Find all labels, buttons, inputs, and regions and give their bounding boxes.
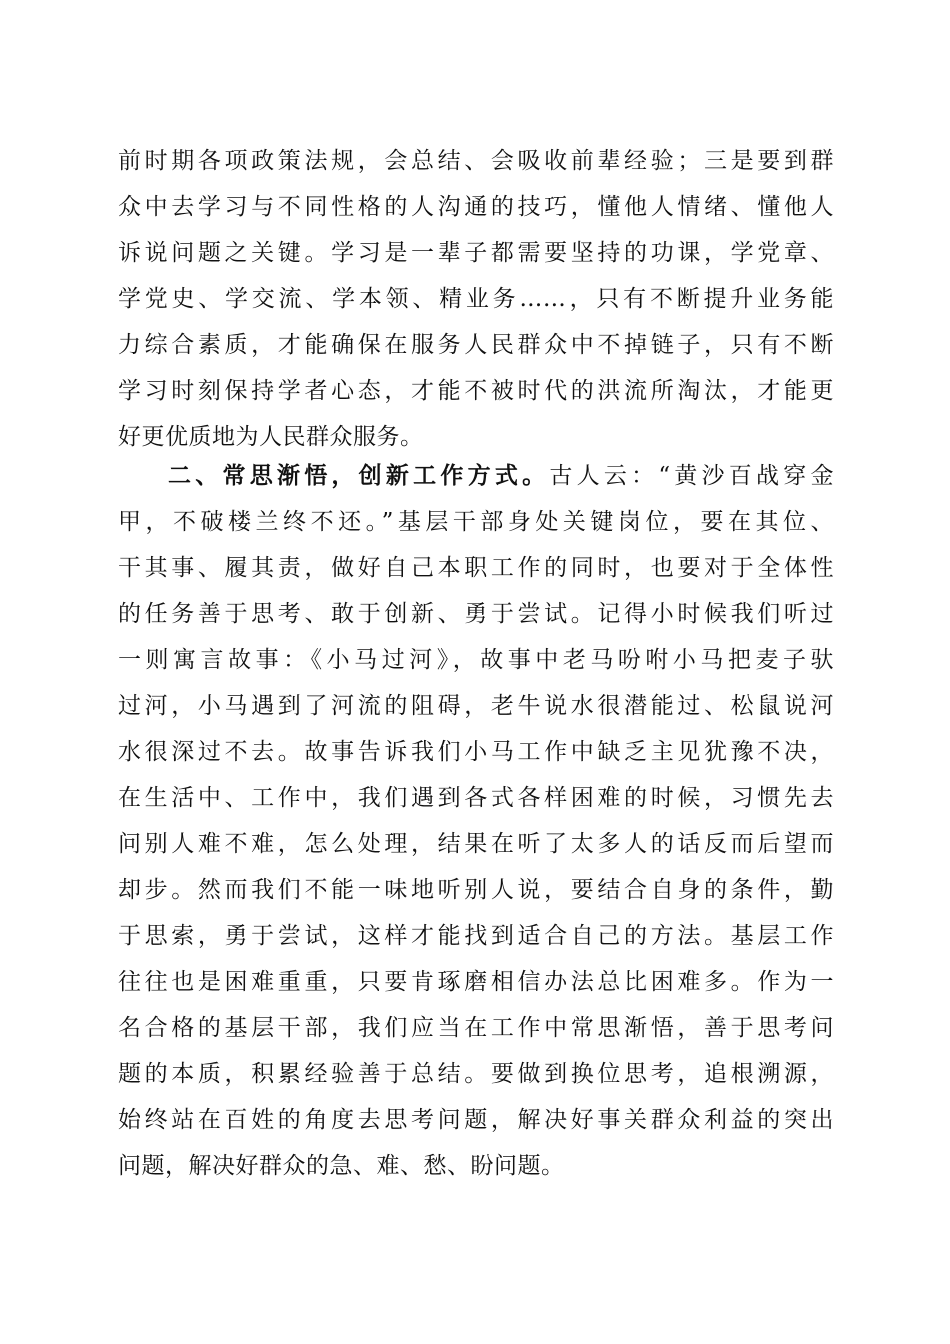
paragraph-line: 诉说问题之关键。学习是一辈子都需要坚持的功课，学党章、: [118, 240, 834, 266]
paragraph-line: 干其事、履其责，做好自己本职工作的同时，也要对于全体性: [118, 555, 834, 581]
paragraph-line: 学习时刻保持学者心态，才能不被时代的洪流所淘汰，才能更: [118, 378, 834, 404]
paragraph-line: 一则寓言故事：《小马过河》，故事中老马吩咐小马把麦子驮: [118, 647, 834, 673]
paragraph-line: 于思索，勇于尝试，这样才能找到适合自己的方法。基层工作: [118, 923, 834, 949]
paragraph-line: 问别人难不难，怎么处理，结果在听了太多人的话反而后望而: [118, 831, 834, 857]
paragraph-line: 前时期各项政策法规，会总结、会吸收前辈经验；三是要到群: [118, 148, 834, 174]
paragraph-study: [118, 138, 834, 460]
paragraph-line: 始终站在百姓的角度去思考问题，解决好事关群众利益的突出: [118, 1107, 834, 1133]
paragraph-line: 力综合素质，才能确保在服务人民群众中不掉链子，只有不断: [118, 332, 834, 358]
paragraph-line: 在生活中、工作中，我们遇到各式各样困难的时候，习惯先去: [118, 785, 834, 811]
paragraph-line: 的任务善于思考、敢于创新、勇于尝试。记得小时候我们听过: [118, 601, 834, 627]
paragraph-line: 却步。然而我们不能一味地听别人说，要结合自身的条件，勤: [118, 877, 834, 903]
paragraph-line: 学党史、学交流、学本领、精业务……，只有不断提升业务能: [118, 286, 834, 312]
paragraph-line: 过河，小马遇到了河流的阻碍，老牛说水很潜能过、松鼠说河: [118, 693, 834, 719]
paragraph-innovation: [118, 453, 834, 1189]
paragraph-line: 水很深过不去。故事告诉我们小马工作中缺乏主见犹豫不决，: [118, 739, 834, 765]
paragraph-line: 题的本质，积累经验善于总结。要做到换位思考，追根溯源，: [118, 1061, 834, 1087]
section-heading: 二、常思渐悟，创新工作方式。: [168, 463, 550, 489]
paragraph-line: 名合格的基层干部，我们应当在工作中常思渐悟，善于思考问: [118, 1015, 834, 1041]
paragraph-text: 古人云：“黄沙百战穿金: [549, 463, 835, 489]
paragraph-line: 往往也是困难重重，只要肯琢磨相信办法总比困难多。作为一: [118, 969, 834, 995]
paragraph-first-line: [118, 453, 834, 499]
paragraph-line: 问题，解决好群众的急、难、愁、盼问题。: [118, 1153, 565, 1179]
paragraph-line: 好更优质地为人民群众服务。: [118, 424, 424, 450]
paragraph-line: 众中去学习与不同性格的人沟通的技巧，懂他人情绪、懂他人: [118, 194, 834, 220]
paragraph-line: 甲，不破楼兰终不还。”基层干部身处关键岗位，要在其位、: [118, 509, 834, 535]
